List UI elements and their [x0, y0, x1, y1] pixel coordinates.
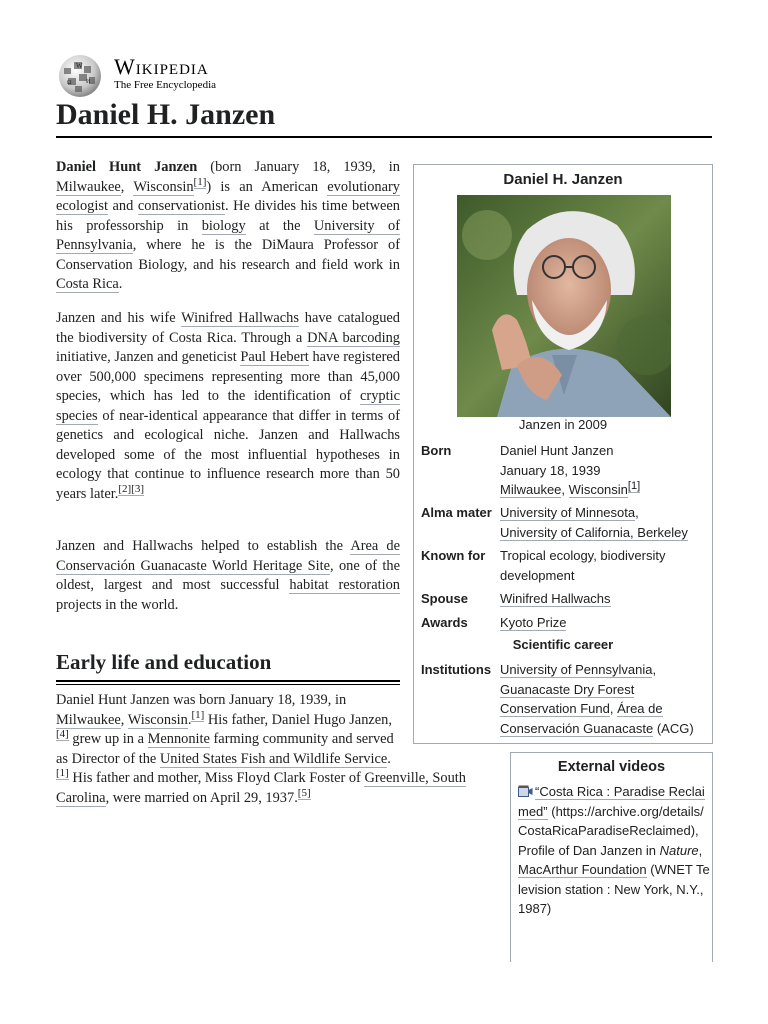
ref-1[interactable]: [1]	[191, 708, 205, 721]
label-institutions: Institutions	[421, 662, 492, 677]
link-milwaukee[interactable]: Milwaukee	[56, 178, 121, 195]
link-macarthur-foundation[interactable]: MacArthur Foundation	[518, 862, 647, 877]
video-icon	[518, 785, 533, 797]
text: .	[118, 276, 123, 292]
link-evolutionary-ecologist[interactable]: evolutionary ecologist	[56, 178, 400, 214]
text: ,	[635, 505, 639, 520]
born-date: January 18, 1939	[500, 462, 601, 478]
text: .	[187, 711, 192, 728]
infobox-section-scientific-career: Scientific career	[512, 637, 614, 652]
text: ,	[120, 178, 134, 195]
text: , were married on April 29, 1937.	[105, 789, 298, 806]
section-heading-early-life: Early life and education	[56, 648, 400, 682]
intro-paragraph-3	[56, 537, 400, 615]
nature-title: Nature	[659, 842, 699, 858]
text: of near-identical appearance that differ in terms of genetics and ecological niche. Janzen and Hallwachs developed some of the most influential hypotheses in ecology that continue to influence research more than 50 years later.	[56, 407, 400, 502]
text: farming community and served as Director of the	[56, 731, 394, 767]
external-videos-body	[518, 782, 710, 919]
text: Daniel Hunt Janzen was born January 18, 1939, in	[56, 692, 347, 708]
external-videos-box	[510, 752, 713, 962]
text: Janzen and Hallwachs helped to establish the	[56, 538, 351, 554]
text: ,	[652, 662, 657, 677]
ref-1[interactable]: [1]	[193, 175, 207, 188]
text: ,	[561, 482, 569, 497]
text: (WNET Television station : New York, N.Y., 1987)	[518, 862, 710, 916]
link-wisconsin[interactable]: Wisconsin	[133, 178, 194, 195]
ref-4[interactable]: [4]	[56, 728, 69, 741]
link-dna-barcoding[interactable]: DNA barcoding	[307, 329, 400, 346]
infobox-title: Daniel H. Janzen	[503, 171, 623, 188]
link-habitat-restoration[interactable]: habitat restoration	[289, 577, 400, 593]
text: ,	[120, 711, 128, 728]
text: initiative, Janzen and geneticist	[56, 349, 241, 365]
text: grew up in a	[68, 731, 148, 747]
photo-caption: Janzen in 2009	[518, 417, 608, 432]
value-alma-mater	[500, 503, 710, 542]
text: at the	[245, 217, 314, 234]
value-known-for: Tropical ecology, biodiversity development	[500, 548, 666, 583]
text: have catalogued the biodiversity of Costa Rica. Through a	[56, 310, 401, 346]
text: His father, Daniel Hugo Janzen,	[204, 711, 392, 728]
text: have registered over 500,000 specimens representing more than 45,000 species, which has led to the identification of	[56, 349, 400, 404]
text: and	[107, 198, 138, 214]
svg-text:W: W	[76, 62, 83, 70]
link-guanacaste-fund[interactable]: Guanacaste Dry Forest Conservation Fund	[500, 681, 635, 716]
ref-1[interactable]: [1]	[627, 479, 641, 492]
link-uc-berkeley[interactable]: University of California, Berkeley	[500, 524, 688, 540]
link-conservationist[interactable]: conservationist	[137, 198, 225, 214]
link-paradise-reclaimed[interactable]: “Costa Rica : Paradise Reclaimed”	[518, 784, 705, 819]
link-costa-rica[interactable]: Costa Rica	[56, 276, 119, 292]
text: ,	[698, 842, 703, 858]
wordmark-text: Wikipedia	[114, 54, 209, 79]
born-place	[500, 480, 710, 500]
link-upenn-ib[interactable]: University of Pennsylvania	[500, 662, 653, 677]
link-acg-world-heritage[interactable]: Area de Conservación Guanacaste World Heritage Site	[56, 538, 400, 574]
text: , where he is the DiMaura Professor of Conservation Biology, and his research and field work in	[56, 237, 400, 273]
infobox	[413, 164, 713, 744]
link-upenn[interactable]: University of Pennsylvania	[56, 217, 400, 253]
text: (ACG)	[653, 720, 694, 736]
tagline: The Free Encyclopedia	[114, 79, 217, 91]
born-name: Daniel Hunt Janzen	[500, 443, 614, 458]
link-winifred-ib[interactable]: Winifred Hallwachs	[500, 591, 611, 606]
link-wisconsin-ib[interactable]: Wisconsin	[568, 482, 628, 497]
link-acg-ib[interactable]: Área de Conservación Guanacaste	[500, 701, 663, 736]
link-wisconsin-2[interactable]: Wisconsin	[127, 711, 188, 728]
text: .	[387, 750, 391, 767]
ref-3[interactable]: [3]	[131, 482, 144, 495]
label-born: Born	[421, 443, 452, 458]
external-videos-title: External videos	[557, 759, 666, 775]
link-kyoto-prize[interactable]: Kyoto Prize	[500, 615, 567, 630]
subject-name: Daniel Hunt Janzen	[56, 159, 198, 175]
portrait-photo[interactable]	[457, 195, 671, 417]
link-mennonite[interactable]: Mennonite	[147, 731, 210, 747]
label-known-for: Known for	[421, 548, 486, 563]
value-institutions	[500, 660, 710, 738]
link-univ-minnesota[interactable]: University of Minnesota	[500, 505, 636, 520]
svg-text:Ω: Ω	[67, 80, 72, 86]
text: , Profile of Dan Janzen in	[518, 823, 699, 858]
link-greenville[interactable]: Greenville, South Carolina	[56, 770, 466, 806]
page-title: Daniel H. Janzen	[56, 98, 712, 138]
label-alma-mater: Alma mater	[421, 505, 492, 520]
value-born	[500, 441, 710, 500]
link-winifred-hallwachs[interactable]: Winifred Hallwachs	[181, 310, 299, 326]
label-spouse: Spouse	[421, 591, 468, 606]
section-divider	[56, 684, 400, 685]
link-usfws[interactable]: United States Fish and Wildlife Service	[159, 750, 388, 767]
text: projects in the world.	[56, 596, 179, 613]
link-paul-hebert[interactable]: Paul Hebert	[240, 349, 309, 365]
text: (born January 18, 1939, in	[197, 159, 400, 175]
text: ,	[609, 701, 618, 716]
link-cryptic-species[interactable]: cryptic species	[56, 388, 400, 424]
text: , one of the oldest, largest and most successful	[56, 557, 400, 593]
video-url: (https://archive.org/details/CostaRicaParadiseReclaimed)	[518, 803, 704, 838]
wikipedia-globe-logo[interactable]	[56, 54, 104, 98]
intro-paragraph-2	[56, 309, 400, 504]
text: Janzen and his wife	[56, 310, 182, 326]
label-awards: Awards	[421, 615, 468, 630]
link-biology[interactable]: biology	[201, 217, 246, 234]
text: ) is an American	[206, 178, 328, 195]
text: . He divides his time between his professorship in	[56, 198, 400, 234]
ref-1[interactable]: [1]	[56, 767, 69, 780]
ref-5[interactable]: [5]	[297, 786, 311, 799]
link-milwaukee-2[interactable]: Milwaukee	[56, 711, 121, 728]
text: His father and mother, Miss Floyd Clark Foster of	[68, 770, 365, 786]
svg-text:И: И	[86, 79, 91, 85]
wikipedia-wordmark[interactable]	[114, 56, 216, 91]
intro-paragraph-1	[56, 158, 400, 295]
ref-2[interactable]: [2]	[118, 482, 132, 495]
link-milwaukee-ib[interactable]: Milwaukee	[500, 482, 562, 497]
